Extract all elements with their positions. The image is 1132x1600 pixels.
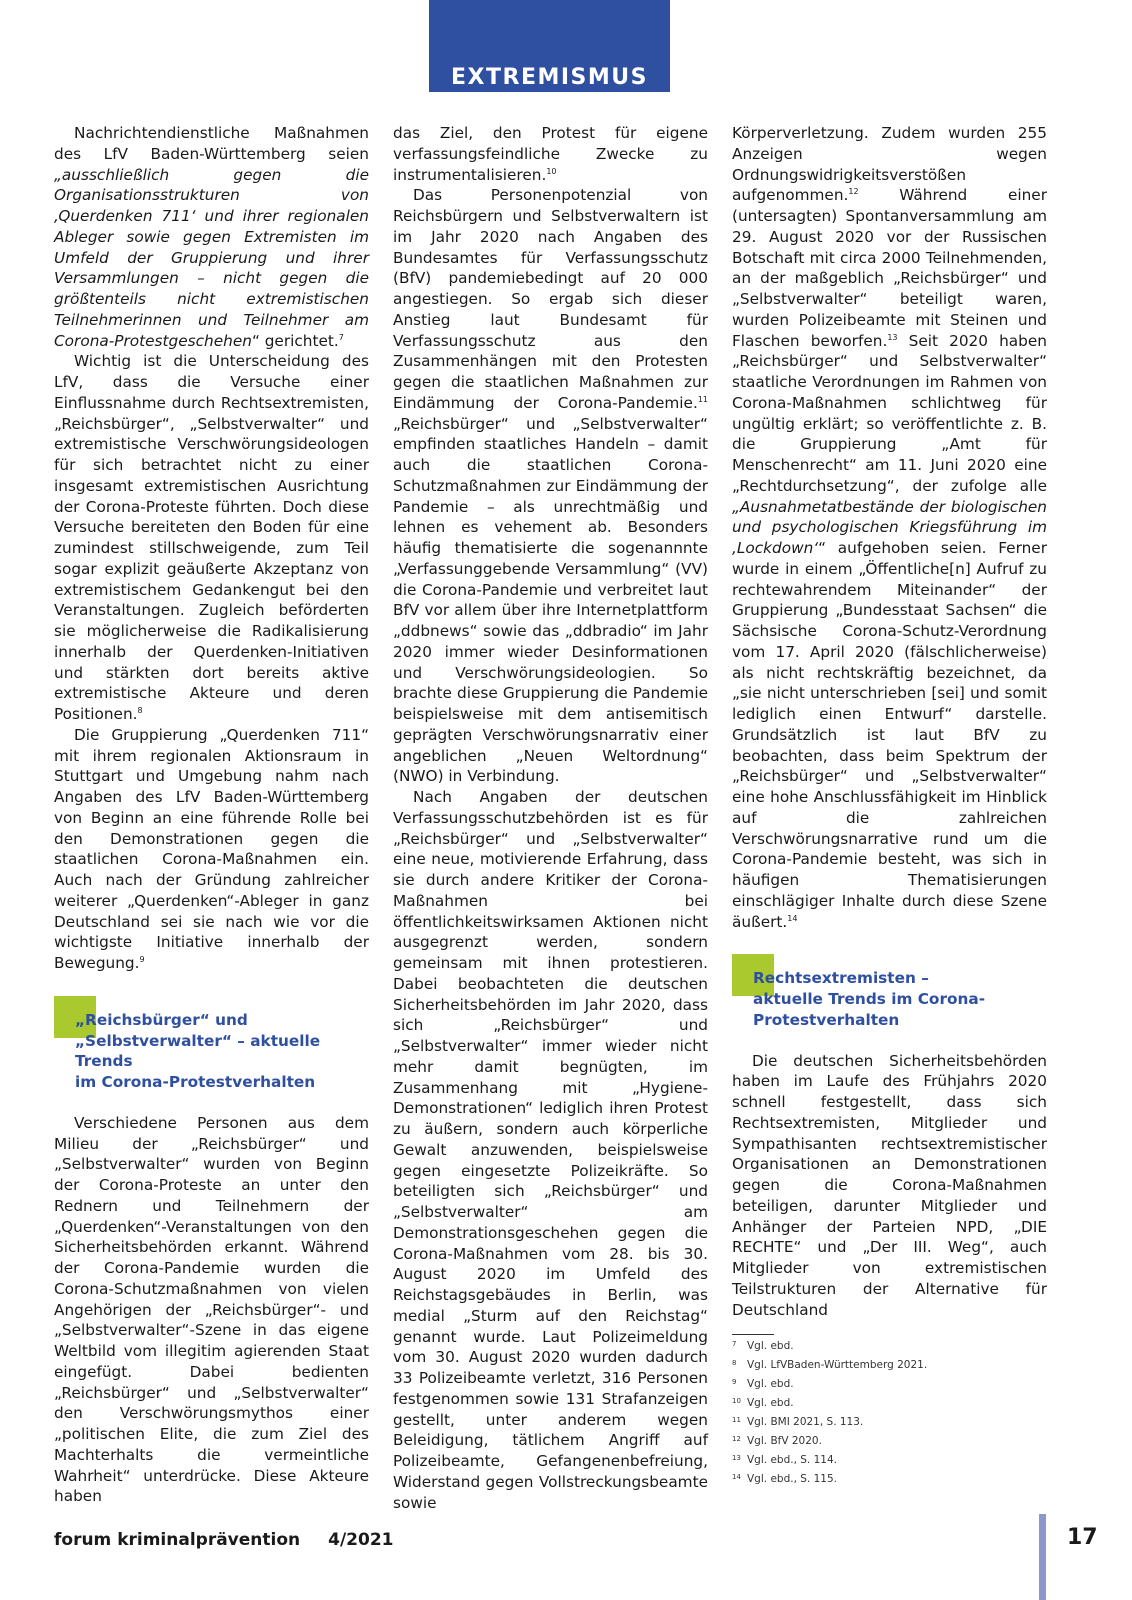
issue-number: 4/2021 [328,1530,394,1550]
paragraph: Wichtig ist die Unterscheidung des LfV, dass die Versuche einer Einflussnahme durch Rechtsextremisten, „Reichsbürger“, „Selbstverwalter“ und extremistische Verschwörungsideologen für sich betrachtet nicht zu einer insgesamt extremistischen Ausrichtung der Corona-Proteste führten. Doch diese Versuche bereiteten den Boden für eine zumindest stillschweigende, zum Teil sogar explizit geäußerte Akzeptanz von extremistischem Gedankengut bei den Veranstaltungen. Zugleich beförderten sie möglicherweise die Radikalisierung innerhalb der Querdenken-Initiativen und stärkten dort bereits aktive extremistische Akteure und deren Positionen.$^8$ [54,352,369,723]
footer [54,1530,394,1550]
footnote: $^{13}$ Vgl. ebd., S. 114. [732,1454,837,1466]
footnote-ref[interactable]: 13 [887,332,898,342]
footnote-ref[interactable]: 7 [338,332,344,342]
footnote-ref[interactable]: 12 [848,187,859,197]
section-label: EXTREMISMUS [451,65,648,90]
footnote-ref[interactable]: 11 [697,394,708,404]
paragraph: Körperverletzung. Zudem wurden 255 Anzeigen wegen Ordnungswidrigkeitsverstößen aufgenommen.$^{12}$ Während einer (untersagten) Spontanversammlung am 29. August 2020 vor der Russischen Botschaft mit circa 2000 Teilnehmenden, an der maßgeblich „Reichsbürger“ und „Selbstverwalter“ beteiligt waren, wurden Polizeibeamte mit Steinen und Flaschen beworfen.$^{13}$ Seit 2020 haben „Reichsbürger“ und Selbstverwalter“ staatliche Verordnungen im Rahmen von Corona-Maßnahmen schlichtweg für ungültig erklärt; so veröffentlichte z. B. die Gruppierung „Amt für Menschenrecht“ am 11. Juni 2020 eine „Rechtdurchsetzung“, der zufolge alle „Ausnahmetatbestände der biologischen und psychologischen Kriegsführung im ‚Lockdown‘“ aufgehoben seien. Ferner wurde in einem „Öffentliche[n] Aufruf zu rechtewahrendem Miteinander“ der Gruppierung „Bundesstaat Sachsen“ die Sächsische Corona-Schutz-Verordnung vom 17. April 2020 (fälschlicherweise) als nicht rechtskräftig bezeichnet, da „sie nicht unterschrieben [sei] und somit lediglich einen Entwurf“ darstelle. Grundsätzlich ist laut BfV zu beobachten, dass beim Spektrum der „Reichsbürger“ und „Selbstverwalter“ eine hohe Anschlussfähigkeit im Hinblick auf die zahlreichen Verschwörungsnarrative rund um die Corona-Pandemie besteht, was sich in häufigen Thematisierungen einschlägiger Inhalte durch diese Szene äußert.$^{14}$ [732,124,1047,931]
footnote: $^8$ Vgl. LfVBaden-Württemberg 2021. [732,1359,928,1371]
page-edge-bar [1039,1514,1046,1600]
footnote: $^9$ Vgl. ebd. [732,1378,794,1390]
paragraph: Nachrichtendienstliche Maßnahmen des LfV Baden-Württemberg seien „ausschließlich gegen die Organisationsstrukturen von ‚Querdenken 711‘ und ihrer regionalen Ableger sowie gegen Extremisten im Umfeld der Gruppierung und ihrer Versammlungen – nicht gegen die größtenteils nicht extremistischen Teilnehmerinnen und Teilnehmer am Corona-Protestgeschehen“ gerichtet.$^7$ [54,124,369,350]
footnote-ref[interactable]: 8 [137,706,143,715]
publication-name: forum kriminalprävention [54,1530,301,1550]
paragraph: das Ziel, den Protest für eigene verfassungsfeindliche Zwecke zu instrumentalisieren.$^{10}$ [393,124,708,184]
footnote-ref[interactable]: 14 [787,913,798,923]
footnote: $^{14}$ Vgl. ebd., S. 115. [732,1473,837,1485]
subheading-text: Rechtsextremisten – aktuelle Trends im Corona- Protestverhalten [753,969,986,1029]
footnote: $^{10}$ Vgl. ebd. [732,1397,794,1409]
footnote: $^{11}$ Vgl. BMI 2021, S. 113. [732,1416,864,1428]
subheading-text: „Reichsbürger“ und „Selbstverwalter“ – aktuelle Trends im Corona-Protestverhalten [75,1010,321,1091]
footnote-ref[interactable]: 10 [546,166,557,176]
footnote: $^7$ Vgl. ebd. [732,1340,794,1352]
footnote: $^{12}$ Vgl. BfV 2020. [732,1435,822,1447]
text-column-1 [54,123,369,1507]
subheading-rechtsextremisten [732,954,1047,1030]
paragraph: Verschiedene Personen aus dem Milieu der „Reichsbürger“ und „Selbstverwalter“ wurden von Beginn der Corona-Proteste an unter den Rednern und Teilnehmern der „Querdenken“-Veranstaltungen von den Sicherheitsbehörden erkannt. Während der Corona-Pandemie wurden die Corona-Schutzmaßnahmen von vielen Angehörigen der „Reichsbürger“- und „Selbstverwalter“-Szene in das eigene Weltbild vom illegitim agierenden Staat eingefügt. Dabei bedienten „Reichsbürger“ und „Selbstverwalter“ den Verschwörungsmythos einer „politischen Elite, die zum Ziel des Machterhalts die vermeintliche Wahrheit“ unterdrücke. Diese Akteure haben [54,1113,369,1506]
footnote-divider [732,1334,774,1335]
footnotes-list [732,1337,1052,1489]
subheading-reichsbuerger [54,996,369,1093]
text-column-3 [732,123,1047,1320]
page-number: 17 [1067,1525,1098,1550]
paragraph: Das Personenpotenzial von Reichsbürgern und Selbstverwaltern ist im Jahr 2020 nach Angaben des Bundesamtes für Verfassungsschutz (BfV) pandemiebedingt auf 20 000 angestiegen. So ergab sich dieser Anstieg laut Bundesamt für Verfassungsschutz aus den Zusammenhängen mit den Protesten gegen die staatlichen Maßnahmen zur Eindämmung der Corona-Pandemie.$^{11}$ „Reichsbürger“ und „Selbstverwalter“ empfinden staatliches Handeln – damit auch die staatlichen Corona-Schutzmaßnahmen zur Eindämmung der Pandemie – als unrechtmäßig und lehnen es vehement ab. Besonders häufig thematisierte die sogenannnte „Verfassunggebende Versammlung“ (VV) die Corona-Pandemie und verbreitet laut BfV vor allem über ihre Internetplattform „ddbnews“ sowie das „ddbradio“ im Jahr 2020 immer wieder Desinformationen und Verschwörungsideologien. So brachte diese Gruppierung die Pandemie beispielsweise mit dem antisemitisch geprägten Verschwörungsnarrativ einer angeblichen „Neuen Weltordnung“ (NWO) in Verbindung. [393,186,708,786]
paragraph: Die Gruppierung „Querdenken 711“ mit ihrem regionalen Aktionsraum in Stuttgart und Umgebung nahm nach Angaben des LfV Baden-Württemberg von Beginn an eine führende Rolle bei den Demonstrationen gegen die staatlichen Corona-Maßnahmen ein. Auch nach der Gründung zahlreicher weiterer „Querdenken“-Ableger in ganz Deutschland sei sie nach wie vor die wichtigste Initiative innerhalb der Bewegung.$^9$ [54,725,369,972]
text-column-2 [393,123,708,1513]
paragraph: Die deutschen Sicherheitsbehörden haben im Laufe des Frühjahrs 2020 schnell festgestellt, dass sich Rechtsextremisten, Mitglieder und Sympathisanten rechtsextremistischer Organisationen an Demonstrationen gegen die Corona-Maßnahmen beteiligen, darunter Mitglieder und Anhänger der Parteien NPD, „DIE RECHTE“ und „Der III. Weg“, auch Mitglieder von extremistischen Teilstrukturen der Alternative für Deutschland [732,1051,1047,1319]
section-header-tab [429,0,670,92]
footnote-ref[interactable]: 9 [139,955,145,964]
paragraph: Nach Angaben der deutschen Verfassungsschutzbehörden ist es für „Reichsbürger“ und „Selbstverwalter“ eine neue, motivierende Erfahrung, dass sie durch andere Kritiker der Corona-Maßnahmen bei öffentlichkeitswirksamen Aktionen nicht ausgegrenzt werden, sondern gemeinsam mit ihnen protestieren. Dabei beobachteten die deutschen Sicherheitsbehörden im Jahr 2020, dass sich „Reichsbürger“ und „Selbstverwalter“ immer wieder nicht mehr damit begnügten, im Zusammenhang mit „Hygiene-Demonstrationen“ lediglich ihren Protest zu äußern, sondern auch körperliche Gewalt anzuwenden, beispielsweise gegen eingesetzte Polizeikräfte. So beteiligten sich „Reichsbürger“ und „Selbstverwalter“ am Demonstrationsgeschehen gegen die Corona-Maßnahmen vom 28. bis 30. August 2020 im Umfeld des Reichstagsgebäudes in Berlin, was medial „Sturm auf den Reichstag“ genannt wurde. Laut Polizeimeldung vom 30. August 2020 wurden dadurch 33 Polizeibeamte verletzt, 316 Personen festgenommen sowie 131 Strafanzeigen gestellt, unter anderem wegen Beleidigung, tätlichem Angriff auf Polizeibeamte, Gefangenenbefreiung, Widerstand gegen Vollstreckungsbeamte sowie [393,788,708,1512]
